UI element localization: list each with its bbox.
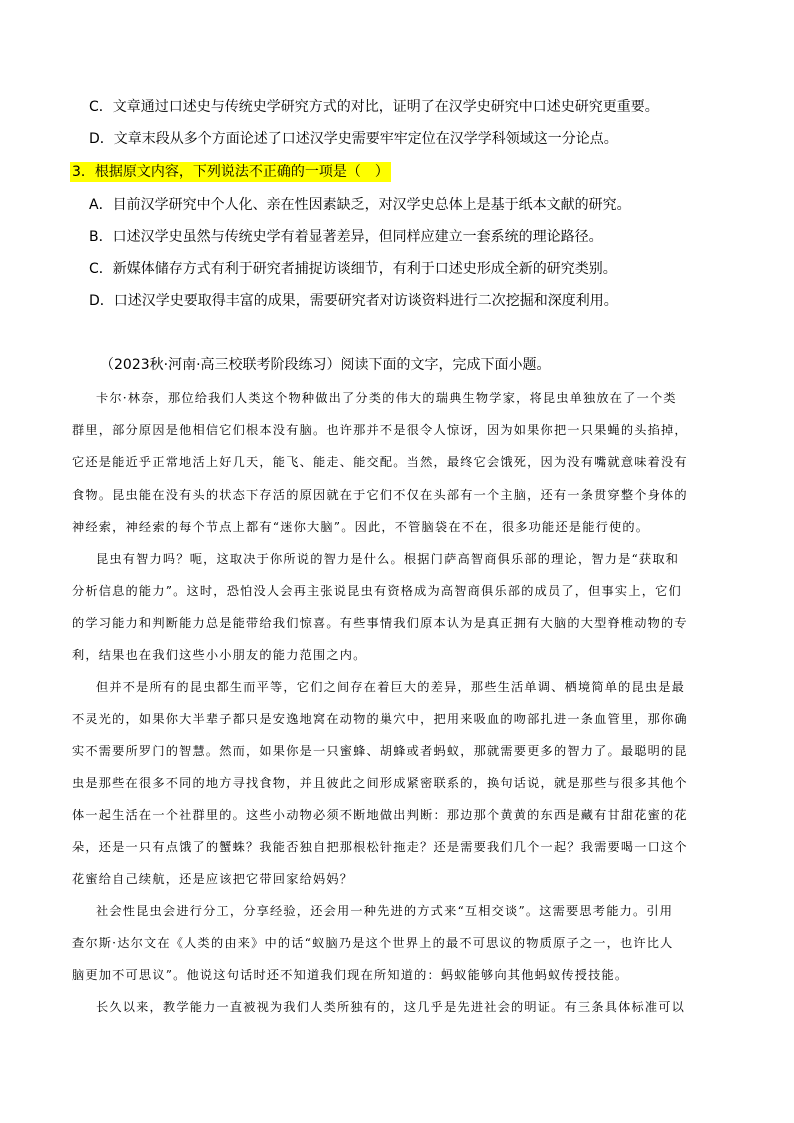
passage-line: 神经索，神经索的每个节点上都有“迷你大脑”。因此，不管脑袋在不在，很多功能还是能行使的。 (72, 520, 650, 534)
question-3-option-d: D．口述汉学史要取得丰富的成果，需要研究者对访谈资料进行二次挖掘和深度利用。 (89, 293, 618, 309)
prev-option-c: C．文章通过口述史与传统史学研究方式的对比，证明了在汉学史研究中口述史研究更重要。 (89, 99, 659, 115)
passage-line: 分析信息的能力”。这时，恐怕没人会再主张说昆虫有资格成为高智商俱乐部的成员了，但事实上，它们 (72, 584, 682, 598)
question-3-option-a: A．目前汉学研究中个人化、亲在性因素缺乏，对汉学史总体上是基于纸本文献的研究。 (89, 197, 631, 213)
passage-line: 食物。昆虫能在没有头的状态下存活的原因就在于它们不仅在头部有一个主脑，还有一条贯穿整个身体的 (72, 488, 688, 502)
passage-line: 卡尔·林奈，那位给我们人类这个物种做出了分类的伟大的瑞典生物学家，将昆虫单独放在了一个类 (96, 391, 677, 405)
passage-source: （2023秋·河南·高三校联考阶段练习）阅读下面的文字，完成下面小题。 (100, 357, 551, 373)
passage-line: 社会性昆虫会进行分工，分享经验，还会用一种先进的方式来“互相交谈”。这需要思考能力。引用 (96, 904, 674, 918)
passage-line: 花蜜给自己续航，还是应该把它带回家给妈妈？ (72, 872, 354, 886)
passage-line: 它还是能近乎正常地活上好几天，能飞、能走、能交配。当然，最终它会饿死，因为没有嘴就意味着没有 (72, 455, 688, 469)
passage-line: 虫是那些在很多不同的地方寻找食物，并且彼此之间形成紧密联系的，换句话说，就是那些与很多其他个 (72, 776, 688, 790)
passage-line: 实不需要所罗门的智慧。然而，如果你是一只蜜蜂、胡蜂或者蚂蚁，那就需要更多的智力了。最聪明的昆 (72, 744, 688, 758)
passage-line: 但并不是所有的昆虫都生而平等，它们之间存在着巨大的差异，那些生活单调、栖境简单的昆虫是最 (96, 680, 686, 694)
question-3-stem: 3．根据原文内容，下列说法不正确的一项是（ ） (72, 164, 389, 180)
passage-line: 朵，还是一只有点饿了的蟹蛛？我能否独自把那根松针拖走？还是需要我们几个一起？我需要喝一口这个 (72, 840, 688, 854)
passage-line: 利，结果也在我们这些小小朋友的能力范围之内。 (72, 648, 367, 662)
prev-option-d: D．文章末段从多个方面论述了口述汉学史需要牢牢定位在汉学学科领域这一分论点。 (89, 131, 618, 147)
passage-line: 群里，部分原因是他相信它们根本没有脑。也许那并不是很令人惊讶，因为如果你把一只果蝇的头掐掉， (72, 423, 688, 437)
question-3-option-b: B．口述汉学史虽然与传统史学有着显著差异，但同样应建立一套系统的理论路径。 (89, 229, 603, 245)
passage-line: 体一起生活在一个社群里的。这些小动物必须不断地做出判断：那边那个黄黄的东西是藏有甘甜花蜜的花 (72, 808, 688, 822)
question-3-option-c: C．新媒体储存方式有利于研究者捕捉访谈细节，有利于口述史形成全新的研究类别。 (89, 261, 617, 277)
passage-line: 长久以来，教学能力一直被视为我们人类所独有的，这几乎是先进社会的明证。有三条具体标准可以 (96, 1000, 686, 1014)
passage-line: 查尔斯·达尔文在《人类的由来》中的话“蚁脑乃是这个世界上的最不可思议的物质原子之一，也许比人 (72, 936, 674, 950)
passage-line: 的学习能力和判断能力总是能带给我们惊喜。有些事情我们原本认为是真正拥有大脑的大型脊椎动物的专 (72, 616, 688, 630)
passage-line: 昆虫有智力吗？呃，这取决于你所说的智力是什么。根据门萨高智商俱乐部的理论，智力是“获取和 (96, 552, 680, 566)
passage-line: 脑更加不可思议”。他说这句话时还不知道我们现在所知道的：蚂蚁能够向其他蚂蚁传授技能。 (72, 968, 629, 982)
passage-line: 不灵光的，如果你大半辈子都只是安逸地窝在动物的巢穴中，把用来吸血的吻部扎进一条血管里，那你确 (72, 712, 688, 726)
